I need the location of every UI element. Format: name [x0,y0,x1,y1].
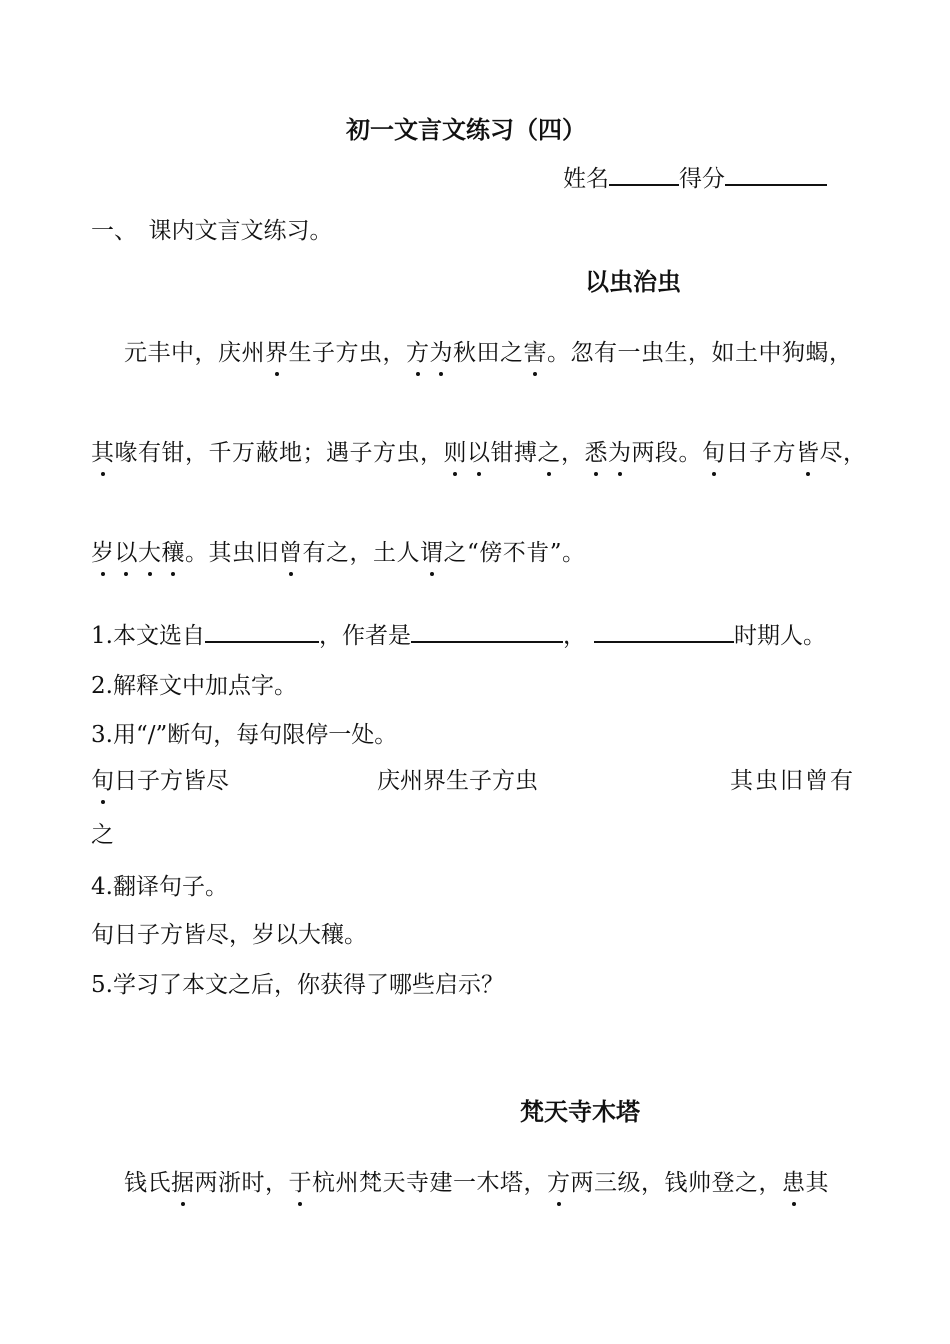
passage1-line-2 [91,434,867,467]
passage2-line-1 [124,1164,829,1197]
q3-sentence-3: 其虫旧曾有 [730,768,855,794]
dotted-char: 谓 [420,534,444,567]
dotted-char: 据 [171,1164,195,1197]
dotted-char: 方 [547,1164,571,1197]
q1-text-c: ， [562,623,586,650]
dotted-char: 患 [782,1164,806,1197]
q3-sentence-3-cont: 之 [91,822,114,848]
passage-text: 之“傍不肯”。 [443,540,586,566]
dotted-char: 害 [524,334,548,367]
passage-text: 。其虫旧 [185,540,279,566]
question-1 [91,617,826,650]
passage-text: 元丰中，庆州 [124,340,265,366]
passage-text: 两段。 [631,440,702,466]
question-2: 2.解释文中加点字。 [91,673,297,699]
page-title: 初一文言文练习（四） [346,116,586,144]
q1-source-blank[interactable] [205,617,319,643]
passage-text: 尽， [819,440,867,466]
passage-text: 。忽有一虫生，如土中狗蝎， [547,340,853,366]
passage-text: 两三级，钱帅登之， [570,1170,782,1196]
dotted-char: 其 [91,434,115,467]
passage-text: 生子方虫， [288,340,406,366]
passage1-line-3 [91,534,586,567]
dotted-char: 曾 [279,534,303,567]
passage2-title: 梵天寺木塔 [520,1098,640,1126]
question-4: 4.翻译句子。 [91,874,228,900]
q3-dot-char: 旬 [91,762,114,795]
name-score-line [563,160,827,193]
dotted-char: 于 [289,1164,313,1197]
q1-author-blank[interactable] [411,617,563,643]
passage-text: 其 [805,1170,829,1196]
dotted-char: 皆 [796,434,820,467]
q3-s1-rest: 日子方皆尽 [114,768,229,794]
q1-text-b: ，作者是 [318,623,411,650]
passage-text: 喙有钳，千万蔽地；遇子方虫， [114,440,444,466]
passage-text: 日子方 [725,440,796,466]
passage-text: 钱氏 [124,1170,171,1196]
q1-text-a: 1.本文选自 [91,623,205,650]
dotted-char: 之 [538,434,562,467]
dotted-char: 方 [406,334,430,367]
section-heading: 一、 课内文言文练习。 [91,218,333,244]
passage-text: 有之，土人 [302,540,420,566]
dotted-char: 穰 [162,534,186,567]
passage-text: 杭州梵天寺建一木塔， [312,1170,547,1196]
dotted-char: 为 [608,434,632,467]
dotted-char: 则 [444,434,468,467]
dotted-char: 以 [115,534,139,567]
q1-text-d: 时期人。 [733,623,826,650]
dotted-char: 悉 [585,434,609,467]
dotted-char: 以 [467,434,491,467]
passage-text: 秋田之 [453,340,524,366]
dotted-char: 旬 [702,434,726,467]
dotted-char: 岁 [91,534,115,567]
passage1-title: 以虫治虫 [585,268,681,296]
dotted-char: 为 [430,334,454,367]
passage-text: 两浙时， [194,1170,289,1196]
q4-sentence: 旬日子方皆尽，岁以大穰。 [91,922,367,948]
name-label: 姓名 [563,166,609,193]
name-blank[interactable] [609,160,679,186]
question-5: 5.学习了本文之后，你获得了哪些启示？ [91,972,504,998]
passage-text: 钳搏 [490,440,538,466]
question-3: 3.用“/”断句，每句限停一处。 [91,722,398,748]
dotted-char: 大 [138,534,162,567]
score-label: 得分 [679,166,725,193]
passage-text: ， [561,440,585,466]
score-blank[interactable] [725,160,827,186]
q3-sentence-2: 庆州界生子方虫 [377,768,538,794]
q1-era-blank[interactable] [594,617,734,643]
passage1-line-1 [124,334,853,367]
q3-sentence-1 [91,762,229,795]
dotted-char: 界 [265,334,289,367]
